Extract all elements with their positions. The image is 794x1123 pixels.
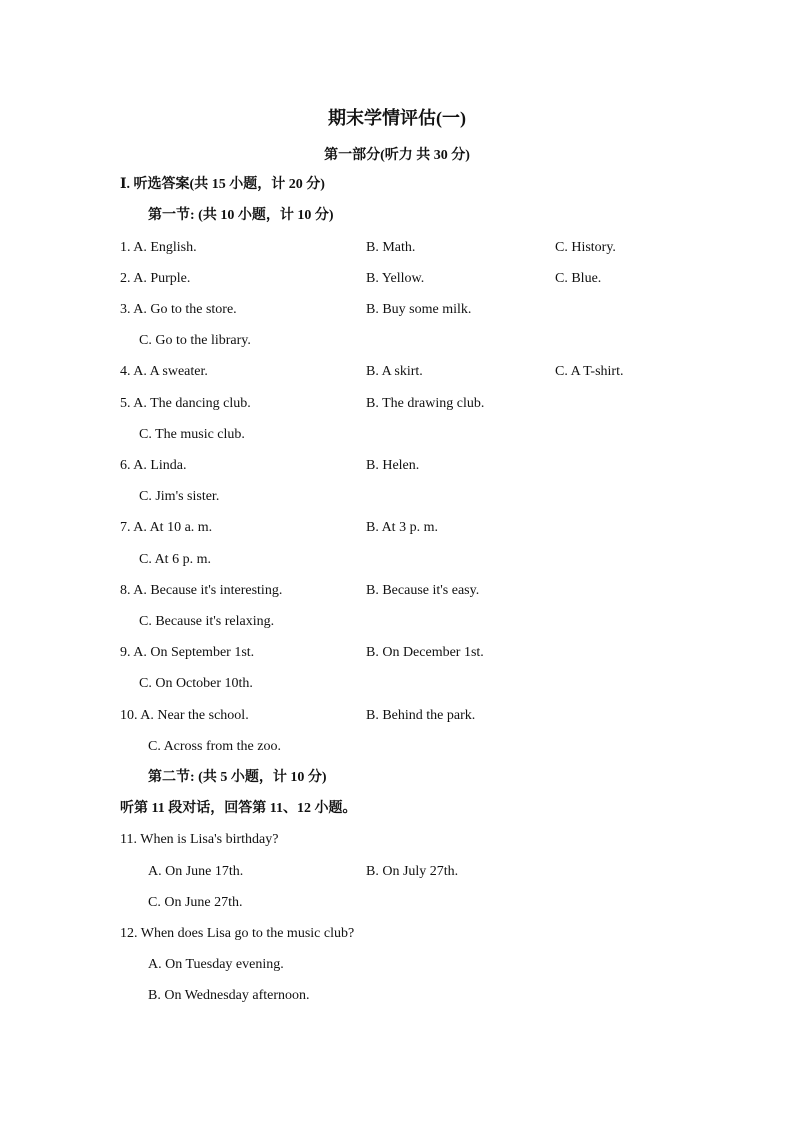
q1-option-c: C. History.: [555, 240, 616, 255]
subsection-heading-2: 第二节: (共 5 小题，计 10 分): [148, 770, 327, 785]
q9-option-c: C. On October 10th.: [139, 676, 253, 691]
q3-option-c: C. Go to the library.: [139, 333, 251, 348]
page-title: 期末学情评估(一): [328, 108, 466, 128]
q12-option-a: A. On Tuesday evening.: [148, 957, 284, 972]
q6-option-a: 6. A. Linda.: [120, 458, 187, 473]
q11-option-b: B. On July 27th.: [366, 864, 459, 879]
q3-option-b: B. Buy some milk.: [366, 302, 472, 317]
q10-option-b: B. Behind the park.: [366, 708, 476, 723]
q10-option-a: 10. A. Near the school.: [120, 708, 249, 723]
q12-option-b: B. On Wednesday afternoon.: [148, 988, 310, 1003]
q11-option-c: C. On June 27th.: [148, 895, 243, 910]
q11-stem: 11. When is Lisa's birthday?: [120, 832, 279, 847]
q6-option-c: C. Jim's sister.: [139, 489, 220, 504]
q10-option-c: C. Across from the zoo.: [148, 739, 281, 754]
q2-option-a: 2. A. Purple.: [120, 271, 191, 286]
q2-option-c: C. Blue.: [555, 271, 602, 286]
q8-option-c: C. Because it's relaxing.: [139, 614, 275, 629]
q5-option-a: 5. A. The dancing club.: [120, 396, 251, 411]
q12-stem: 12. When does Lisa go to the music club?: [120, 926, 355, 941]
q8-option-a: 8. A. Because it's interesting.: [120, 583, 283, 598]
dialog-instruction: 听第 11 段对话，回答第 11、12 小题。: [120, 801, 357, 816]
q8-option-b: B. Because it's easy.: [366, 583, 480, 598]
q1-option-a: 1. A. English.: [120, 240, 197, 255]
q7-option-a: 7. A. At 10 a. m.: [120, 520, 213, 535]
q11-option-a: A. On June 17th.: [148, 864, 244, 879]
q4-option-c: C. A T-shirt.: [555, 364, 624, 379]
section-heading: Ⅰ. 听选答案(共 15 小题，计 20 分): [120, 177, 325, 192]
q4-option-a: 4. A. A sweater.: [120, 364, 208, 379]
q5-option-b: B. The drawing club.: [366, 396, 485, 411]
q4-option-b: B. A skirt.: [366, 364, 423, 379]
q7-option-c: C. At 6 p. m.: [139, 552, 211, 567]
q9-option-a: 9. A. On September 1st.: [120, 645, 255, 660]
subsection-heading-1: 第一节: (共 10 小题，计 10 分): [148, 208, 334, 223]
q6-option-b: B. Helen.: [366, 458, 420, 473]
q5-option-c: C. The music club.: [139, 427, 245, 442]
q2-option-b: B. Yellow.: [366, 271, 425, 286]
q1-option-b: B. Math.: [366, 240, 416, 255]
q9-option-b: B. On December 1st.: [366, 645, 484, 660]
part-heading: 第一部分(听力 共 30 分): [324, 148, 470, 163]
q7-option-b: B. At 3 p. m.: [366, 520, 438, 535]
q3-option-a: 3. A. Go to the store.: [120, 302, 237, 317]
